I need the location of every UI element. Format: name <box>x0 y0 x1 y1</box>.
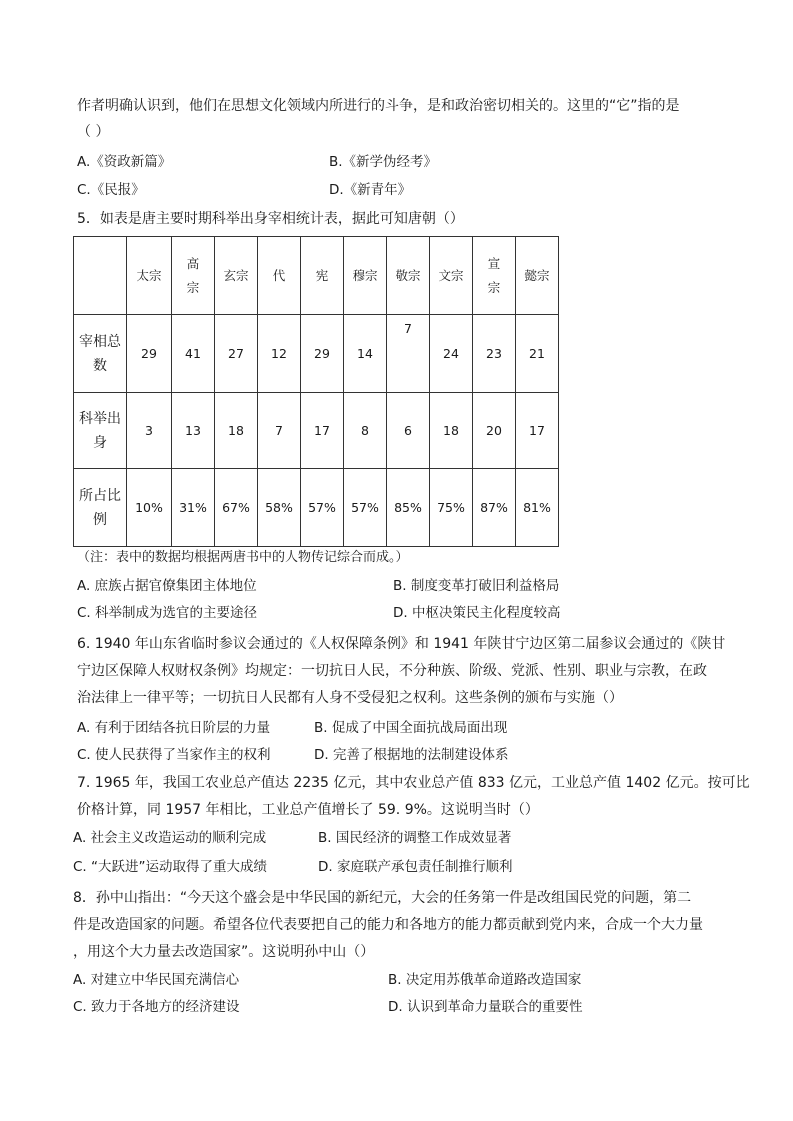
table-cell: 17 <box>516 393 559 469</box>
q8-stem-line3: ，用这个大力量去改造国家”。这说明孙中山（） <box>73 944 375 960</box>
table-cell: 10% <box>127 469 172 547</box>
q4-stem-line1: 作者明确认识到，他们在思想文化领域内所进行的斗争，是和政治密切相关的。这里的“它”指的是 <box>77 98 680 114</box>
table-cell: 67% <box>215 469 258 547</box>
table-cell: 24 <box>430 315 473 393</box>
table-cell: 18 <box>430 393 473 469</box>
table-row <box>74 393 559 469</box>
table-cell: 57% <box>301 469 344 547</box>
q7-option-a: A. 社会主义改造运动的顺利完成 <box>73 830 267 846</box>
header-cell: 玄宗 <box>215 237 258 315</box>
table-cell: 18 <box>215 393 258 469</box>
q4-option-c: C.《民报》 <box>77 182 145 198</box>
q6-option-c: C. 使人民获得了当家作主的权利 <box>77 747 271 763</box>
row-label-cell: 宰相总 数 <box>74 315 127 393</box>
q8-stem-line2: 件是改造国家的问题。希望各位代表要把自己的能力和各地方的能力都贡献到党内来，合成一个大力量 <box>73 917 703 933</box>
table-cell: 57% <box>344 469 387 547</box>
q6-stem-line3: 治法律上一律平等；一切抗日人民都有人身不受侵犯之权利。这些条例的颁布与实施（） <box>77 690 623 706</box>
q8-option-c: C. 致力于各地方的经济建设 <box>73 999 240 1015</box>
table-cell: 58% <box>258 469 301 547</box>
header-cell: 宪 <box>301 237 344 315</box>
header-cell: 文宗 <box>430 237 473 315</box>
table-cell: 8 <box>344 393 387 469</box>
q7-option-b: B. 国民经济的调整工作成效显著 <box>318 830 512 846</box>
q8-option-b: B. 决定用苏俄革命道路改造国家 <box>388 972 582 988</box>
table-cell: 13 <box>172 393 215 469</box>
table-cell: 3 <box>127 393 172 469</box>
table-row <box>74 315 559 393</box>
table-cell: 23 <box>473 315 516 393</box>
row-label-cell: 科举出 身 <box>74 393 127 469</box>
header-cell: 敬宗 <box>387 237 430 315</box>
header-cell: 宣 宗 <box>473 237 516 315</box>
q6-option-d: D. 完善了根据地的法制建设体系 <box>314 747 509 763</box>
stats-table <box>73 236 559 547</box>
q4-stem-line2: （ ） <box>77 124 110 140</box>
table-note: （注：表中的数据均根据两唐书中的人物传记综合而成。） <box>77 550 409 565</box>
q4-option-d: D.《新青年》 <box>329 182 412 198</box>
table-cell: 31% <box>172 469 215 547</box>
table-cell: 87% <box>473 469 516 547</box>
q6-stem-line2: 宁边区保障人权财权条例》均规定：一切抗日人民，不分种族、阶级、党派、性别、职业与宗教，在政 <box>77 663 707 679</box>
table-cell: 21 <box>516 315 559 393</box>
header-cell: 太宗 <box>127 237 172 315</box>
q5-option-b: B. 制度变革打破旧利益格局 <box>393 578 560 594</box>
q8-option-d: D. 认识到革命力量联合的重要性 <box>388 999 583 1015</box>
table-cell: 6 <box>387 393 430 469</box>
table-cell: 20 <box>473 393 516 469</box>
q7-stem-line2: 价格计算，同 1957 年相比，工业总产值增长了 59. 9%。这说明当时（） <box>77 802 539 818</box>
table-corner-cell <box>74 237 127 315</box>
table-cell: 7 <box>387 315 430 393</box>
q5-option-d: D. 中枢决策民主化程度较高 <box>393 605 561 621</box>
table-cell: 29 <box>127 315 172 393</box>
table-cell: 14 <box>344 315 387 393</box>
q6-stem-line1: 6. 1940 年山东省临时参议会通过的《人权保障条例》和 1941 年陕甘宁边区第二届参议会通过的《陕甘 <box>77 636 726 652</box>
table-cell: 75% <box>430 469 473 547</box>
q8-stem-line1: 8．孙中山指出：“今天这个盛会是中华民国的新纪元，大会的任务第一件是改组国民党的问题，第二 <box>73 890 692 906</box>
table-cell: 81% <box>516 469 559 547</box>
header-cell: 穆宗 <box>344 237 387 315</box>
q7-stem-line1: 7. 1965 年，我国工农业总产值达 2235 亿元，其中农业总产值 833 亿元，工业总产值 1402 亿元。按可比 <box>77 775 750 791</box>
header-cell: 懿宗 <box>516 237 559 315</box>
table-cell: 41 <box>172 315 215 393</box>
table-cell: 85% <box>387 469 430 547</box>
table-cell: 29 <box>301 315 344 393</box>
header-cell: 高 宗 <box>172 237 215 315</box>
q5-stem: 5．如表是唐主要时期科举出身宰相统计表，据此可知唐朝（） <box>77 211 464 227</box>
q6-option-b: B. 促成了中国全面抗战局面出现 <box>314 720 508 736</box>
table-cell: 17 <box>301 393 344 469</box>
table-cell: 27 <box>215 315 258 393</box>
table-cell: 7 <box>258 393 301 469</box>
row-label-cell: 所占比 例 <box>74 469 127 547</box>
q5-option-a: A. 庶族占据官僚集团主体地位 <box>77 578 257 594</box>
header-cell: 代 <box>258 237 301 315</box>
q4-option-a: A.《资政新篇》 <box>77 154 172 170</box>
q8-option-a: A. 对建立中华民国充满信心 <box>73 972 240 988</box>
q7-option-c: C. “大跃进”运动取得了重大成绩 <box>73 859 267 875</box>
table-header-row <box>74 237 559 315</box>
q4-option-b: B.《新学伪经考》 <box>329 154 438 170</box>
q5-option-c: C. 科举制成为选官的主要途径 <box>77 605 258 621</box>
q7-option-d: D. 家庭联产承包责任制推行顺利 <box>318 859 513 875</box>
q6-option-a: A. 有利于团结各抗日阶层的力量 <box>77 720 271 736</box>
table-cell: 12 <box>258 315 301 393</box>
table-row <box>74 469 559 547</box>
